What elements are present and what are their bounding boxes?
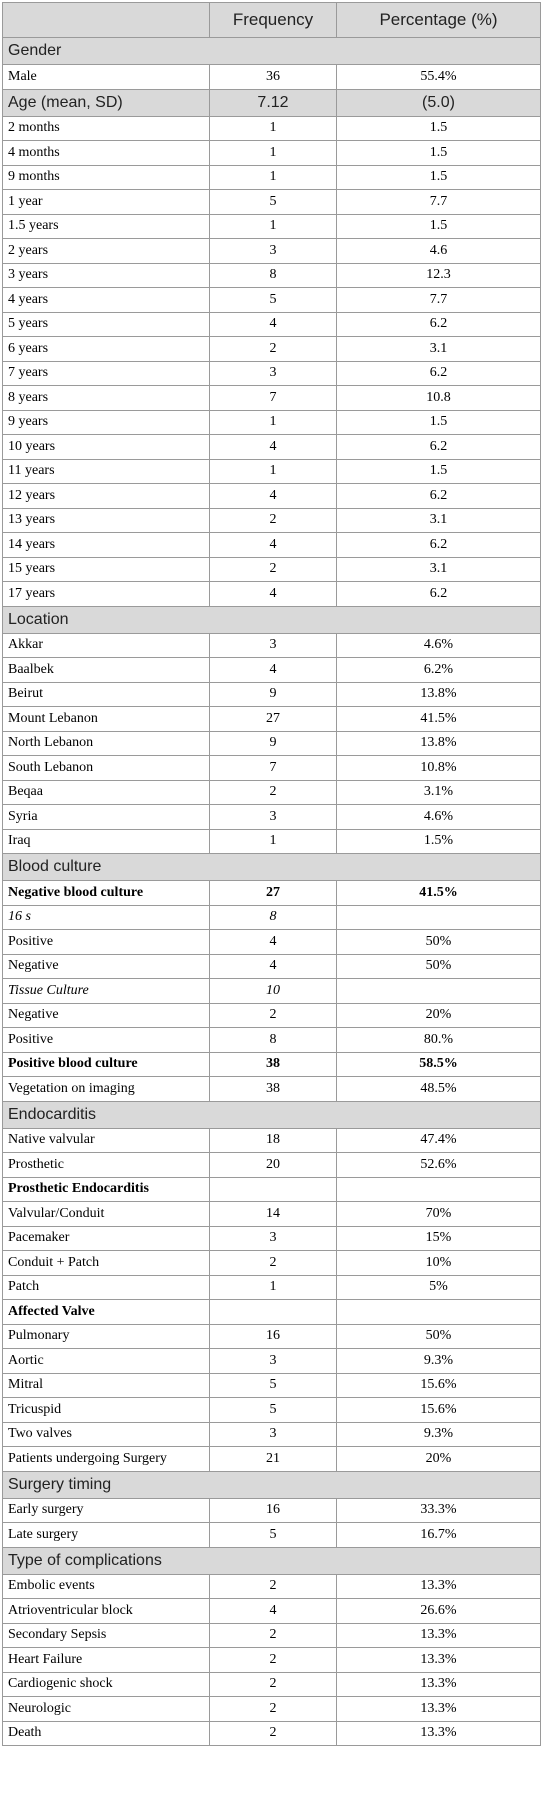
percentage-cell: 7.7 bbox=[337, 288, 541, 313]
table-row bbox=[3, 905, 541, 930]
row-label: Death bbox=[3, 1721, 210, 1746]
frequency-cell: 3 bbox=[210, 1422, 337, 1447]
subheading-row bbox=[3, 1177, 541, 1202]
frequency-cell: 7.12 bbox=[210, 89, 337, 116]
row-label: Conduit + Patch bbox=[3, 1251, 210, 1276]
percentage-cell: 4.6 bbox=[337, 239, 541, 264]
frequency-cell: 2 bbox=[210, 780, 337, 805]
table-row bbox=[3, 1498, 541, 1523]
row-label: 5 years bbox=[3, 312, 210, 337]
frequency-cell: 1 bbox=[210, 1275, 337, 1300]
row-label: Native valvular bbox=[3, 1128, 210, 1153]
frequency-cell: 16 bbox=[210, 1498, 337, 1523]
frequency-cell: 4 bbox=[210, 533, 337, 558]
table-row bbox=[3, 1275, 541, 1300]
percentage-cell: 13.3% bbox=[337, 1672, 541, 1697]
row-label: North Lebanon bbox=[3, 731, 210, 756]
row-label: Affected Valve bbox=[3, 1300, 210, 1325]
frequency-cell: 5 bbox=[210, 190, 337, 215]
row-label: 1 year bbox=[3, 190, 210, 215]
frequency-cell: 18 bbox=[210, 1128, 337, 1153]
frequency-cell: 36 bbox=[210, 65, 337, 90]
section-title: Gender bbox=[3, 38, 541, 65]
header-row bbox=[3, 3, 541, 38]
table-row bbox=[3, 1623, 541, 1648]
percentage-cell: 41.5% bbox=[337, 707, 541, 732]
percentage-cell: 9.3% bbox=[337, 1422, 541, 1447]
frequency-cell: 8 bbox=[210, 905, 337, 930]
percentage-cell: 1.5 bbox=[337, 165, 541, 190]
percentage-cell: 52.6% bbox=[337, 1153, 541, 1178]
percentage-cell: 47.4% bbox=[337, 1128, 541, 1153]
table-row bbox=[3, 1373, 541, 1398]
frequency-cell: 2 bbox=[210, 1697, 337, 1722]
table-row bbox=[3, 1721, 541, 1746]
row-label: Secondary Sepsis bbox=[3, 1623, 210, 1648]
table-row bbox=[3, 116, 541, 141]
section-title: Endocarditis bbox=[3, 1101, 541, 1128]
row-label: 11 years bbox=[3, 459, 210, 484]
header-blank-cell bbox=[3, 3, 210, 38]
frequency-cell: 4 bbox=[210, 1599, 337, 1624]
frequency-cell: 16 bbox=[210, 1324, 337, 1349]
row-label: Iraq bbox=[3, 829, 210, 854]
percentage-cell: 3.1% bbox=[337, 780, 541, 805]
row-label: South Lebanon bbox=[3, 756, 210, 781]
table-row bbox=[3, 1447, 541, 1472]
percentage-cell: 6.2 bbox=[337, 312, 541, 337]
table-body bbox=[3, 38, 541, 1746]
percentage-cell: 7.7 bbox=[337, 190, 541, 215]
percentage-cell: 13.8% bbox=[337, 682, 541, 707]
frequency-cell: 2 bbox=[210, 1623, 337, 1648]
percentage-cell: 13.3% bbox=[337, 1697, 541, 1722]
table-row bbox=[3, 1648, 541, 1673]
section-header-row bbox=[3, 1471, 541, 1498]
table-row bbox=[3, 239, 541, 264]
percentage-cell: 6.2 bbox=[337, 484, 541, 509]
percentage-cell: 1.5 bbox=[337, 459, 541, 484]
frequency-cell: 8 bbox=[210, 263, 337, 288]
table-row bbox=[3, 881, 541, 906]
table-row bbox=[3, 508, 541, 533]
percentage-cell: 1.5 bbox=[337, 141, 541, 166]
table-row bbox=[3, 930, 541, 955]
table-row bbox=[3, 165, 541, 190]
row-label: 7 years bbox=[3, 361, 210, 386]
table-row bbox=[3, 979, 541, 1004]
frequency-cell: 5 bbox=[210, 1523, 337, 1548]
row-label: Negative bbox=[3, 954, 210, 979]
percentage-cell: 1.5 bbox=[337, 410, 541, 435]
frequency-cell: 4 bbox=[210, 582, 337, 607]
table-row bbox=[3, 1003, 541, 1028]
table-row bbox=[3, 780, 541, 805]
table-row bbox=[3, 707, 541, 732]
row-label: Embolic events bbox=[3, 1574, 210, 1599]
percentage-cell: 15.6% bbox=[337, 1373, 541, 1398]
percentage-cell: 10.8% bbox=[337, 756, 541, 781]
table-row bbox=[3, 1697, 541, 1722]
table-row bbox=[3, 1052, 541, 1077]
percentage-cell: 4.6% bbox=[337, 633, 541, 658]
frequency-cell: 4 bbox=[210, 658, 337, 683]
frequency-cell: 1 bbox=[210, 116, 337, 141]
percentage-cell: 3.1 bbox=[337, 557, 541, 582]
percentage-cell bbox=[337, 905, 541, 930]
row-label: Prosthetic bbox=[3, 1153, 210, 1178]
table-row bbox=[3, 533, 541, 558]
table-row bbox=[3, 1153, 541, 1178]
row-label: 2 months bbox=[3, 116, 210, 141]
table-row bbox=[3, 1349, 541, 1374]
percentage-cell: 6.2 bbox=[337, 582, 541, 607]
row-label: Neurologic bbox=[3, 1697, 210, 1722]
row-label: Prosthetic Endocarditis bbox=[3, 1177, 210, 1202]
table-row bbox=[3, 484, 541, 509]
percentage-cell: 33.3% bbox=[337, 1498, 541, 1523]
row-label: 9 months bbox=[3, 165, 210, 190]
table-row bbox=[3, 1128, 541, 1153]
row-label: Cardiogenic shock bbox=[3, 1672, 210, 1697]
table-row bbox=[3, 312, 541, 337]
row-label: 8 years bbox=[3, 386, 210, 411]
frequency-cell: 38 bbox=[210, 1052, 337, 1077]
section-header-row bbox=[3, 1547, 541, 1574]
table-row bbox=[3, 288, 541, 313]
percentage-cell: 13.3% bbox=[337, 1574, 541, 1599]
row-label: 2 years bbox=[3, 239, 210, 264]
row-label: 4 years bbox=[3, 288, 210, 313]
percentage-cell: 6.2 bbox=[337, 533, 541, 558]
percentage-cell: 48.5% bbox=[337, 1077, 541, 1102]
table-row bbox=[3, 633, 541, 658]
table-row bbox=[3, 658, 541, 683]
percentage-cell: 1.5 bbox=[337, 214, 541, 239]
section-title: Blood culture bbox=[3, 854, 541, 881]
frequency-cell: 3 bbox=[210, 805, 337, 830]
table-row bbox=[3, 410, 541, 435]
table-row bbox=[3, 582, 541, 607]
row-label: Beqaa bbox=[3, 780, 210, 805]
row-label: Beirut bbox=[3, 682, 210, 707]
row-label: Pulmonary bbox=[3, 1324, 210, 1349]
frequency-cell: 1 bbox=[210, 459, 337, 484]
percentage-cell: 80.% bbox=[337, 1028, 541, 1053]
row-label: Age (mean, SD) bbox=[3, 89, 210, 116]
frequency-cell: 1 bbox=[210, 410, 337, 435]
percentage-cell: 50% bbox=[337, 1324, 541, 1349]
percentage-cell: 20% bbox=[337, 1003, 541, 1028]
section-title: Location bbox=[3, 606, 541, 633]
frequency-cell: 3 bbox=[210, 1226, 337, 1251]
frequency-cell: 3 bbox=[210, 239, 337, 264]
table-row bbox=[3, 1523, 541, 1548]
percentage-cell: 13.8% bbox=[337, 731, 541, 756]
row-label: Early surgery bbox=[3, 1498, 210, 1523]
frequency-cell: 4 bbox=[210, 484, 337, 509]
frequency-cell: 2 bbox=[210, 1251, 337, 1276]
row-label: Patients undergoing Surgery bbox=[3, 1447, 210, 1472]
table-row bbox=[3, 682, 541, 707]
percentage-cell: 3.1 bbox=[337, 508, 541, 533]
percentage-cell: 1.5% bbox=[337, 829, 541, 854]
row-label: Mount Lebanon bbox=[3, 707, 210, 732]
table-header bbox=[3, 3, 541, 38]
section-title: Type of complications bbox=[3, 1547, 541, 1574]
percentage-cell: 15% bbox=[337, 1226, 541, 1251]
frequency-cell: 4 bbox=[210, 435, 337, 460]
percentage-cell: 50% bbox=[337, 954, 541, 979]
row-label: 9 years bbox=[3, 410, 210, 435]
section-title: Surgery timing bbox=[3, 1471, 541, 1498]
frequency-cell: 2 bbox=[210, 557, 337, 582]
row-label: 15 years bbox=[3, 557, 210, 582]
row-label: Pacemaker bbox=[3, 1226, 210, 1251]
table-row bbox=[3, 435, 541, 460]
table-row bbox=[3, 954, 541, 979]
percentage-cell: 58.5% bbox=[337, 1052, 541, 1077]
frequency-cell: 10 bbox=[210, 979, 337, 1004]
row-label: Positive bbox=[3, 930, 210, 955]
frequency-cell: 2 bbox=[210, 1721, 337, 1746]
table-row bbox=[3, 756, 541, 781]
table-row bbox=[3, 361, 541, 386]
percentage-cell: 3.1 bbox=[337, 337, 541, 362]
percentage-cell: 9.3% bbox=[337, 1349, 541, 1374]
percentage-cell: 55.4% bbox=[337, 65, 541, 90]
row-label: Negative blood culture bbox=[3, 881, 210, 906]
frequency-cell: 20 bbox=[210, 1153, 337, 1178]
row-label: 17 years bbox=[3, 582, 210, 607]
percentage-cell: 16.7% bbox=[337, 1523, 541, 1548]
subheading-row bbox=[3, 1300, 541, 1325]
percentage-cell bbox=[337, 1300, 541, 1325]
row-label: Tricuspid bbox=[3, 1398, 210, 1423]
frequency-cell: 2 bbox=[210, 1003, 337, 1028]
row-label: Negative bbox=[3, 1003, 210, 1028]
table-row bbox=[3, 557, 541, 582]
frequency-cell: 2 bbox=[210, 508, 337, 533]
percentage-cell: 15.6% bbox=[337, 1398, 541, 1423]
header-percentage: Percentage (%) bbox=[337, 3, 541, 38]
row-label: Syria bbox=[3, 805, 210, 830]
percentage-cell: 70% bbox=[337, 1202, 541, 1227]
frequency-cell: 3 bbox=[210, 361, 337, 386]
percentage-cell: 6.2 bbox=[337, 435, 541, 460]
percentage-cell: 5% bbox=[337, 1275, 541, 1300]
frequency-cell: 1 bbox=[210, 214, 337, 239]
row-label: Patch bbox=[3, 1275, 210, 1300]
frequency-cell: 7 bbox=[210, 756, 337, 781]
row-label: Male bbox=[3, 65, 210, 90]
percentage-cell: 10.8 bbox=[337, 386, 541, 411]
row-label: 16 s bbox=[3, 905, 210, 930]
frequency-cell: 1 bbox=[210, 141, 337, 166]
table-row bbox=[3, 337, 541, 362]
percentage-cell: 10% bbox=[337, 1251, 541, 1276]
frequency-cell: 9 bbox=[210, 682, 337, 707]
row-label: Atrioventricular block bbox=[3, 1599, 210, 1624]
table-row bbox=[3, 190, 541, 215]
frequency-cell: 8 bbox=[210, 1028, 337, 1053]
frequency-cell: 2 bbox=[210, 1672, 337, 1697]
table-row bbox=[3, 459, 541, 484]
frequency-cell: 14 bbox=[210, 1202, 337, 1227]
section-header-row bbox=[3, 606, 541, 633]
frequency-cell: 2 bbox=[210, 1574, 337, 1599]
table-row bbox=[3, 1202, 541, 1227]
row-label: 10 years bbox=[3, 435, 210, 460]
row-label: Mitral bbox=[3, 1373, 210, 1398]
table-row bbox=[3, 731, 541, 756]
percentage-cell: 26.6% bbox=[337, 1599, 541, 1624]
table-row bbox=[3, 1324, 541, 1349]
percentage-cell: 13.3% bbox=[337, 1648, 541, 1673]
table-row bbox=[3, 1028, 541, 1053]
frequency-cell: 5 bbox=[210, 1373, 337, 1398]
row-label: Aortic bbox=[3, 1349, 210, 1374]
table-row bbox=[3, 65, 541, 90]
row-label: Akkar bbox=[3, 633, 210, 658]
table-row bbox=[3, 1672, 541, 1697]
percentage-cell: 4.6% bbox=[337, 805, 541, 830]
table-row bbox=[3, 1574, 541, 1599]
frequency-cell: 7 bbox=[210, 386, 337, 411]
percentage-cell bbox=[337, 979, 541, 1004]
frequency-cell: 9 bbox=[210, 731, 337, 756]
row-label: Two valves bbox=[3, 1422, 210, 1447]
section-header-row bbox=[3, 1101, 541, 1128]
row-label: Baalbek bbox=[3, 658, 210, 683]
frequency-cell: 4 bbox=[210, 930, 337, 955]
data-table bbox=[2, 2, 541, 1746]
row-label: 4 months bbox=[3, 141, 210, 166]
percentage-cell: (5.0) bbox=[337, 89, 541, 116]
percentage-cell: 50% bbox=[337, 930, 541, 955]
table-row bbox=[3, 214, 541, 239]
frequency-cell: 3 bbox=[210, 633, 337, 658]
table-row bbox=[3, 386, 541, 411]
percentage-cell: 41.5% bbox=[337, 881, 541, 906]
row-label: Heart Failure bbox=[3, 1648, 210, 1673]
frequency-cell bbox=[210, 1300, 337, 1325]
table-row bbox=[3, 1077, 541, 1102]
row-label: Late surgery bbox=[3, 1523, 210, 1548]
table-row bbox=[3, 141, 541, 166]
row-label: Valvular/Conduit bbox=[3, 1202, 210, 1227]
percentage-cell: 12.3 bbox=[337, 263, 541, 288]
row-label: Tissue Culture bbox=[3, 979, 210, 1004]
table-row bbox=[3, 805, 541, 830]
percentage-cell: 13.3% bbox=[337, 1623, 541, 1648]
table-row bbox=[3, 1599, 541, 1624]
frequency-cell: 1 bbox=[210, 829, 337, 854]
row-label: 1.5 years bbox=[3, 214, 210, 239]
row-label: Vegetation on imaging bbox=[3, 1077, 210, 1102]
frequency-cell: 21 bbox=[210, 1447, 337, 1472]
frequency-cell: 1 bbox=[210, 165, 337, 190]
row-label: 13 years bbox=[3, 508, 210, 533]
section-header-row bbox=[3, 38, 541, 65]
percentage-cell: 1.5 bbox=[337, 116, 541, 141]
frequency-cell: 38 bbox=[210, 1077, 337, 1102]
frequency-cell: 27 bbox=[210, 881, 337, 906]
frequency-cell: 4 bbox=[210, 312, 337, 337]
frequency-cell: 2 bbox=[210, 337, 337, 362]
age-summary-row bbox=[3, 89, 541, 116]
percentage-cell: 20% bbox=[337, 1447, 541, 1472]
frequency-cell: 3 bbox=[210, 1349, 337, 1374]
row-label: 14 years bbox=[3, 533, 210, 558]
table-row bbox=[3, 1226, 541, 1251]
table-row bbox=[3, 829, 541, 854]
row-label: 6 years bbox=[3, 337, 210, 362]
table-row bbox=[3, 1422, 541, 1447]
row-label: Positive blood culture bbox=[3, 1052, 210, 1077]
header-frequency: Frequency bbox=[210, 3, 337, 38]
percentage-cell: 13.3% bbox=[337, 1721, 541, 1746]
row-label: 3 years bbox=[3, 263, 210, 288]
frequency-cell bbox=[210, 1177, 337, 1202]
frequency-cell: 5 bbox=[210, 1398, 337, 1423]
percentage-cell bbox=[337, 1177, 541, 1202]
frequency-cell: 5 bbox=[210, 288, 337, 313]
percentage-cell: 6.2% bbox=[337, 658, 541, 683]
section-header-row bbox=[3, 854, 541, 881]
table-row bbox=[3, 1251, 541, 1276]
percentage-cell: 6.2 bbox=[337, 361, 541, 386]
frequency-cell: 27 bbox=[210, 707, 337, 732]
frequency-cell: 2 bbox=[210, 1648, 337, 1673]
row-label: 12 years bbox=[3, 484, 210, 509]
table-row bbox=[3, 263, 541, 288]
table-row bbox=[3, 1398, 541, 1423]
frequency-cell: 4 bbox=[210, 954, 337, 979]
row-label: Positive bbox=[3, 1028, 210, 1053]
